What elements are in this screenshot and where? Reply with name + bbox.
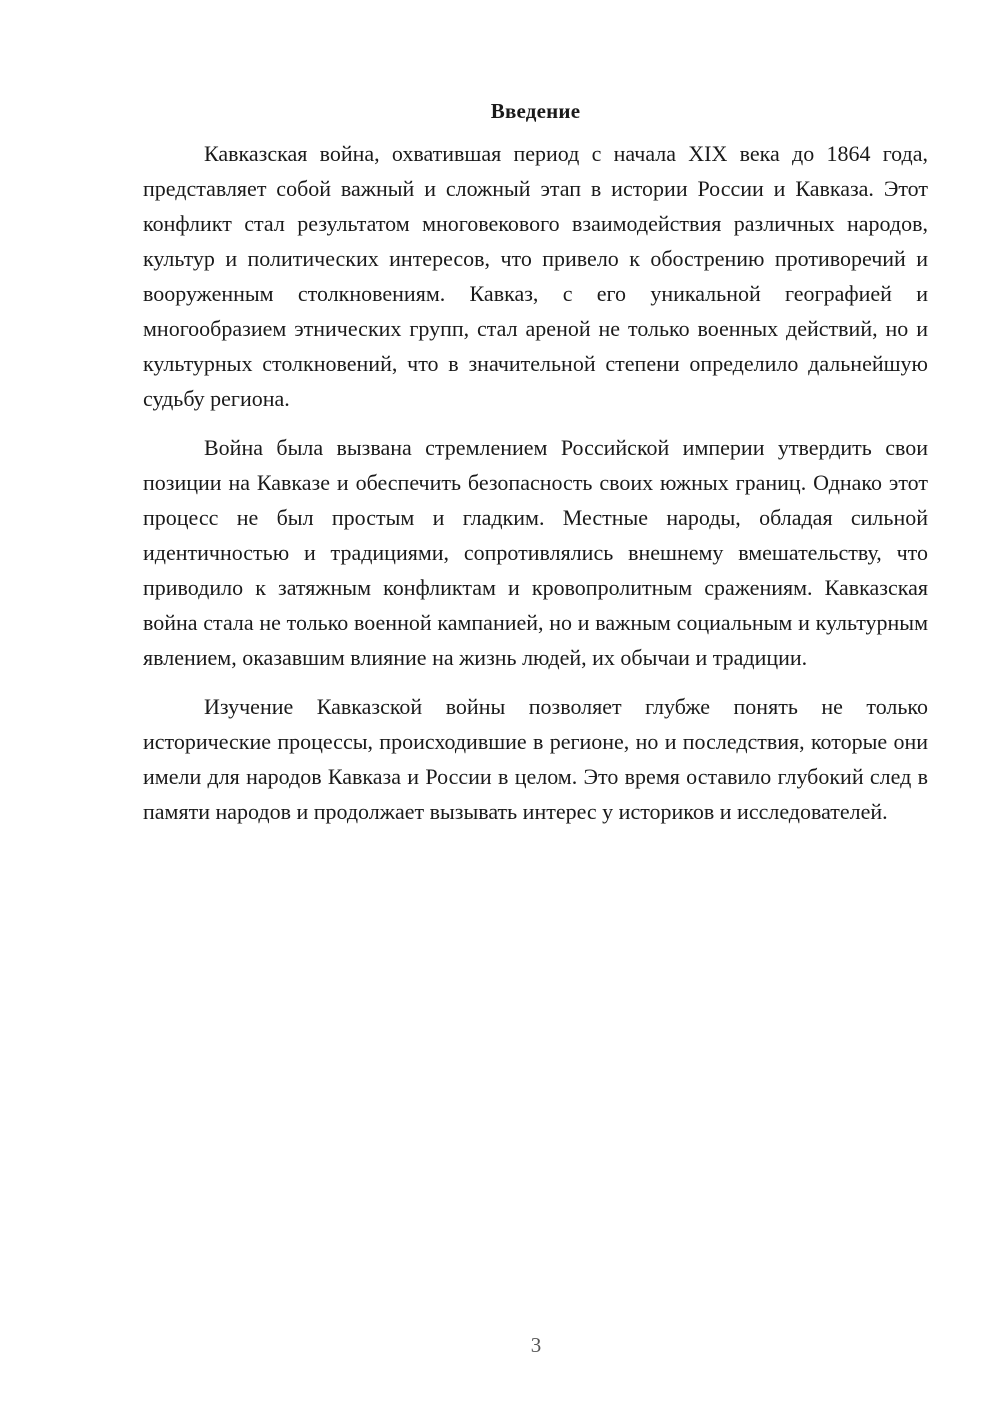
section-heading: Введение bbox=[490, 99, 581, 123]
paragraph-3: Изучение Кавказской войны позволяет глубже понять не только исторические процессы, происходившие в регионе, но и последствия, которые они имели для народов Кавказа и России в целом. Это время оставило глубокий след в памяти народов и продолжает вызывать интерес у историков и исследователей. bbox=[143, 694, 928, 824]
paragraph-2: Война была вызвана стремлением Российской империи утвердить свои позиции на Кавказе и обеспечить безопасность своих южных границ. Однако этот процесс не был простым и гладким. Местные народы, обладая сильной идентичностью и традициями, сопротивлялись внешнему вмешательству, что приводило к затяжным конфликтам и кровопролитным сражениям. Кавказская война стала не только военной кампанией, но и важным социальным и культурным явлением, оказавшим влияние на жизнь людей, их обычаи и традиции. bbox=[143, 435, 928, 670]
paragraph-1: Кавказская война, охватившая период с начала XIX века до 1864 года, представляет собой важный и сложный этап в истории России и Кавказа. Этот конфликт стал результатом многовекового взаимодействия различных народов, культур и политических интересов, что привело к обострению противоречий и вооруженным столкновениям. Кавказ, с его уникальной географией и многообразием этнических групп, стал ареной не только военных действий, но и культурных столкновений, что в значительной степени определило дальнейшую судьбу региона. bbox=[143, 141, 928, 411]
page-content bbox=[143, 94, 928, 843]
page-number: 3 bbox=[530, 1333, 542, 1357]
